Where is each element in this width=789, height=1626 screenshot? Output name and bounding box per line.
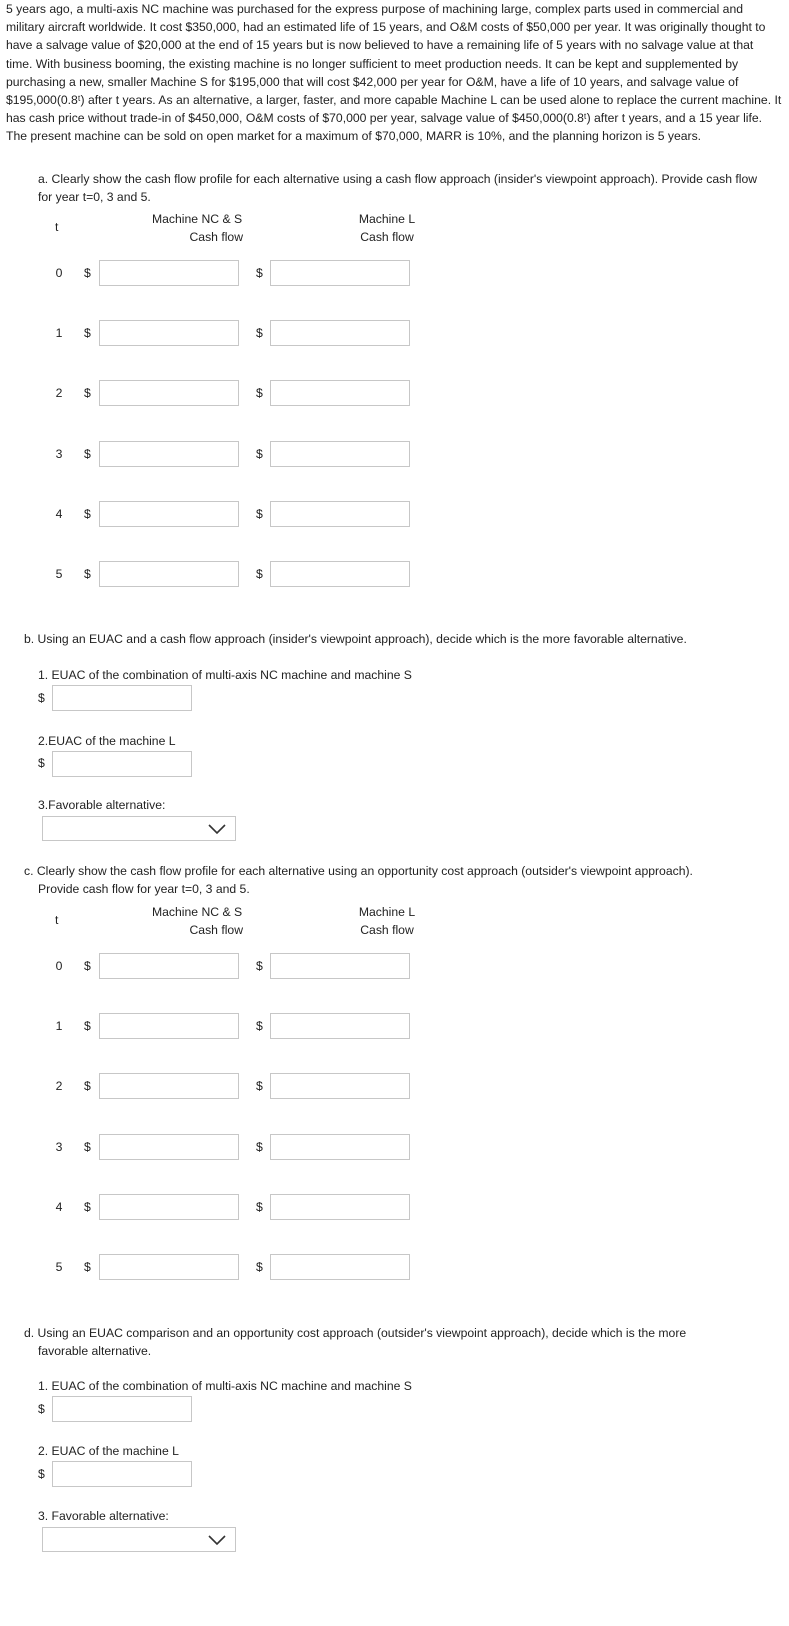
year-label: 2 — [55, 1079, 63, 1093]
part-a-col-l-header — [340, 210, 434, 246]
part-b-euac-l-input[interactable] — [52, 751, 192, 777]
year-label: 1 — [55, 326, 63, 340]
part-a-col-nc-s-title: Machine NC & S — [152, 212, 243, 226]
part-a-col-nc-s-header — [135, 210, 263, 246]
nc-s-currency: $ — [84, 386, 91, 400]
machine-l-currency: $ — [256, 266, 263, 280]
year-label: 2 — [55, 386, 63, 400]
nc-s-cashflow-input-t2[interactable] — [99, 380, 239, 406]
part-c-col-nc-s-header — [135, 903, 263, 939]
part-b-prompt: b. Using an EUAC and a cash flow approach (insider's viewpoint approach), decide which is the more favorable alternative. — [24, 632, 687, 646]
machine-l-currency: $ — [256, 1079, 263, 1093]
machine-l-cashflow-input-t4[interactable] — [270, 501, 410, 527]
nc-s-cashflow-input-t0[interactable] — [99, 953, 239, 979]
part-a-t-header: t — [55, 220, 59, 234]
part-b-favorable-select[interactable] — [42, 816, 236, 841]
part-c-col-l-subtitle: Cash flow — [360, 923, 414, 937]
nc-s-currency: $ — [84, 326, 91, 340]
year-label: 4 — [55, 1200, 63, 1214]
part-c-prompt-line2: Provide cash flow for year t=0, 3 and 5. — [38, 882, 250, 897]
year-label: 5 — [55, 1260, 63, 1274]
machine-l-cashflow-input-t4[interactable] — [270, 1194, 410, 1220]
part-d-q1-currency: $ — [38, 1402, 45, 1416]
nc-s-currency: $ — [84, 1019, 91, 1033]
machine-l-currency: $ — [256, 1140, 263, 1154]
part-d-euac-nc-s-input[interactable] — [52, 1396, 192, 1422]
machine-l-cashflow-input-t5[interactable] — [270, 561, 410, 587]
nc-s-currency: $ — [84, 1200, 91, 1214]
machine-l-cashflow-input-t1[interactable] — [270, 1013, 410, 1039]
part-d-q2-currency: $ — [38, 1467, 45, 1481]
machine-l-currency: $ — [256, 1200, 263, 1214]
machine-l-currency: $ — [256, 326, 263, 340]
nc-s-currency: $ — [84, 1079, 91, 1093]
part-b-q1-currency: $ — [38, 691, 45, 705]
problem-statement: 5 years ago, a multi-axis NC machine was purchased for the express purpose of machining large, complex parts used in commercial and military aircraft worldwide. It cost $350,000, had an estimated life of 15 years, and O&M costs of $50,000 per year. It was originally thought to have a salvage value of $20,000 at the end of 15 years but is now believed to have a remaining life of 5 years with no salvage value at that time. With business booming, the existing machine is no longer sufficient to meet production needs. It can be kept and supplemented by purchasing a new, smaller Machine S for $195,000 that will cost $42,000 per year for O&M, have a life of 10 years, and salvage value of $195,000(0.8ᵗ) after t years. As an alternative, a larger, faster, and more capable Machine L can be used alone to replace the current machine. It has cash price without trade-in of $450,000, O&M costs of $70,000 per year, salvage value of $450,000(0.8ᵗ) after t years, and a 15 year life. The present machine can be sold on open market for a maximum of $70,000, MARR is 10%, and the planning horizon is 5 years. — [6, 2, 782, 144]
chevron-down-icon — [207, 1533, 227, 1547]
nc-s-cashflow-input-t0[interactable] — [99, 260, 239, 286]
nc-s-cashflow-input-t1[interactable] — [99, 320, 239, 346]
part-c-prompt-line1: c. Clearly show the cash flow profile for each alternative using an opportunity cost approach (outsider's viewpoint approach). — [24, 864, 693, 878]
year-label: 4 — [55, 507, 63, 521]
machine-l-cashflow-input-t3[interactable] — [270, 1134, 410, 1160]
year-label: 1 — [55, 1019, 63, 1033]
machine-l-currency: $ — [256, 567, 263, 581]
part-a-col-l-subtitle: Cash flow — [360, 230, 414, 244]
part-a-col-nc-s-subtitle: Cash flow — [189, 230, 243, 244]
nc-s-currency: $ — [84, 1260, 91, 1274]
part-d-q2-label: 2. EUAC of the machine L — [38, 1444, 179, 1458]
year-label: 3 — [55, 1140, 63, 1154]
machine-l-cashflow-input-t0[interactable] — [270, 953, 410, 979]
machine-l-currency: $ — [256, 1019, 263, 1033]
machine-l-cashflow-input-t2[interactable] — [270, 380, 410, 406]
machine-l-cashflow-input-t5[interactable] — [270, 1254, 410, 1280]
nc-s-currency: $ — [84, 507, 91, 521]
nc-s-currency: $ — [84, 567, 91, 581]
part-c-col-l-header — [340, 903, 434, 939]
chevron-down-icon — [207, 822, 227, 836]
part-b-q3-label: 3.Favorable alternative: — [38, 798, 166, 812]
part-d-prompt — [24, 1324, 784, 1360]
part-b-q2-label: 2.EUAC of the machine L — [38, 734, 176, 748]
part-d-prompt-line2: favorable alternative. — [38, 1344, 152, 1359]
nc-s-cashflow-input-t1[interactable] — [99, 1013, 239, 1039]
machine-l-currency: $ — [256, 1260, 263, 1274]
nc-s-currency: $ — [84, 266, 91, 280]
part-d-favorable-select[interactable] — [42, 1527, 236, 1552]
part-d-prompt-line1: d. Using an EUAC comparison and an opportunity cost approach (outsider's viewpoint approach), decide which is the more — [24, 1326, 687, 1340]
year-label: 0 — [55, 266, 63, 280]
part-a-prompt: a. Clearly show the cash flow profile for each alternative using a cash flow approach (insider's viewpoint approach). Provide cash flow for year t=0, 3 and 5. — [38, 172, 758, 205]
part-d-q1-label: 1. EUAC of the combination of multi-axis NC machine and machine S — [38, 1379, 412, 1393]
nc-s-cashflow-input-t4[interactable] — [99, 1194, 239, 1220]
nc-s-cashflow-input-t3[interactable] — [99, 441, 239, 467]
machine-l-currency: $ — [256, 959, 263, 973]
part-b-q1-label: 1. EUAC of the combination of multi-axis NC machine and machine S — [38, 668, 412, 682]
year-label: 0 — [55, 959, 63, 973]
machine-l-cashflow-input-t3[interactable] — [270, 441, 410, 467]
nc-s-cashflow-input-t3[interactable] — [99, 1134, 239, 1160]
year-label: 3 — [55, 447, 63, 461]
machine-l-currency: $ — [256, 386, 263, 400]
nc-s-currency: $ — [84, 959, 91, 973]
nc-s-currency: $ — [84, 1140, 91, 1154]
part-b-q2-currency: $ — [38, 756, 45, 770]
machine-l-cashflow-input-t2[interactable] — [270, 1073, 410, 1099]
machine-l-currency: $ — [256, 447, 263, 461]
nc-s-cashflow-input-t4[interactable] — [99, 501, 239, 527]
part-c-col-l-title: Machine L — [358, 905, 416, 919]
machine-l-cashflow-input-t0[interactable] — [270, 260, 410, 286]
part-d-euac-l-input[interactable] — [52, 1461, 192, 1487]
nc-s-currency: $ — [84, 447, 91, 461]
part-d-q3-label: 3. Favorable alternative: — [38, 1509, 169, 1523]
part-c-prompt — [24, 862, 784, 898]
part-c-col-nc-s-subtitle: Cash flow — [189, 923, 243, 937]
machine-l-currency: $ — [256, 507, 263, 521]
machine-l-cashflow-input-t1[interactable] — [270, 320, 410, 346]
nc-s-cashflow-input-t5[interactable] — [99, 1254, 239, 1280]
year-label: 5 — [55, 567, 63, 581]
nc-s-cashflow-input-t2[interactable] — [99, 1073, 239, 1099]
part-a-col-l-title: Machine L — [358, 212, 416, 226]
part-c-col-nc-s-title: Machine NC & S — [152, 905, 243, 919]
part-c-t-header: t — [55, 913, 59, 927]
nc-s-cashflow-input-t5[interactable] — [99, 561, 239, 587]
part-b-euac-nc-s-input[interactable] — [52, 685, 192, 711]
